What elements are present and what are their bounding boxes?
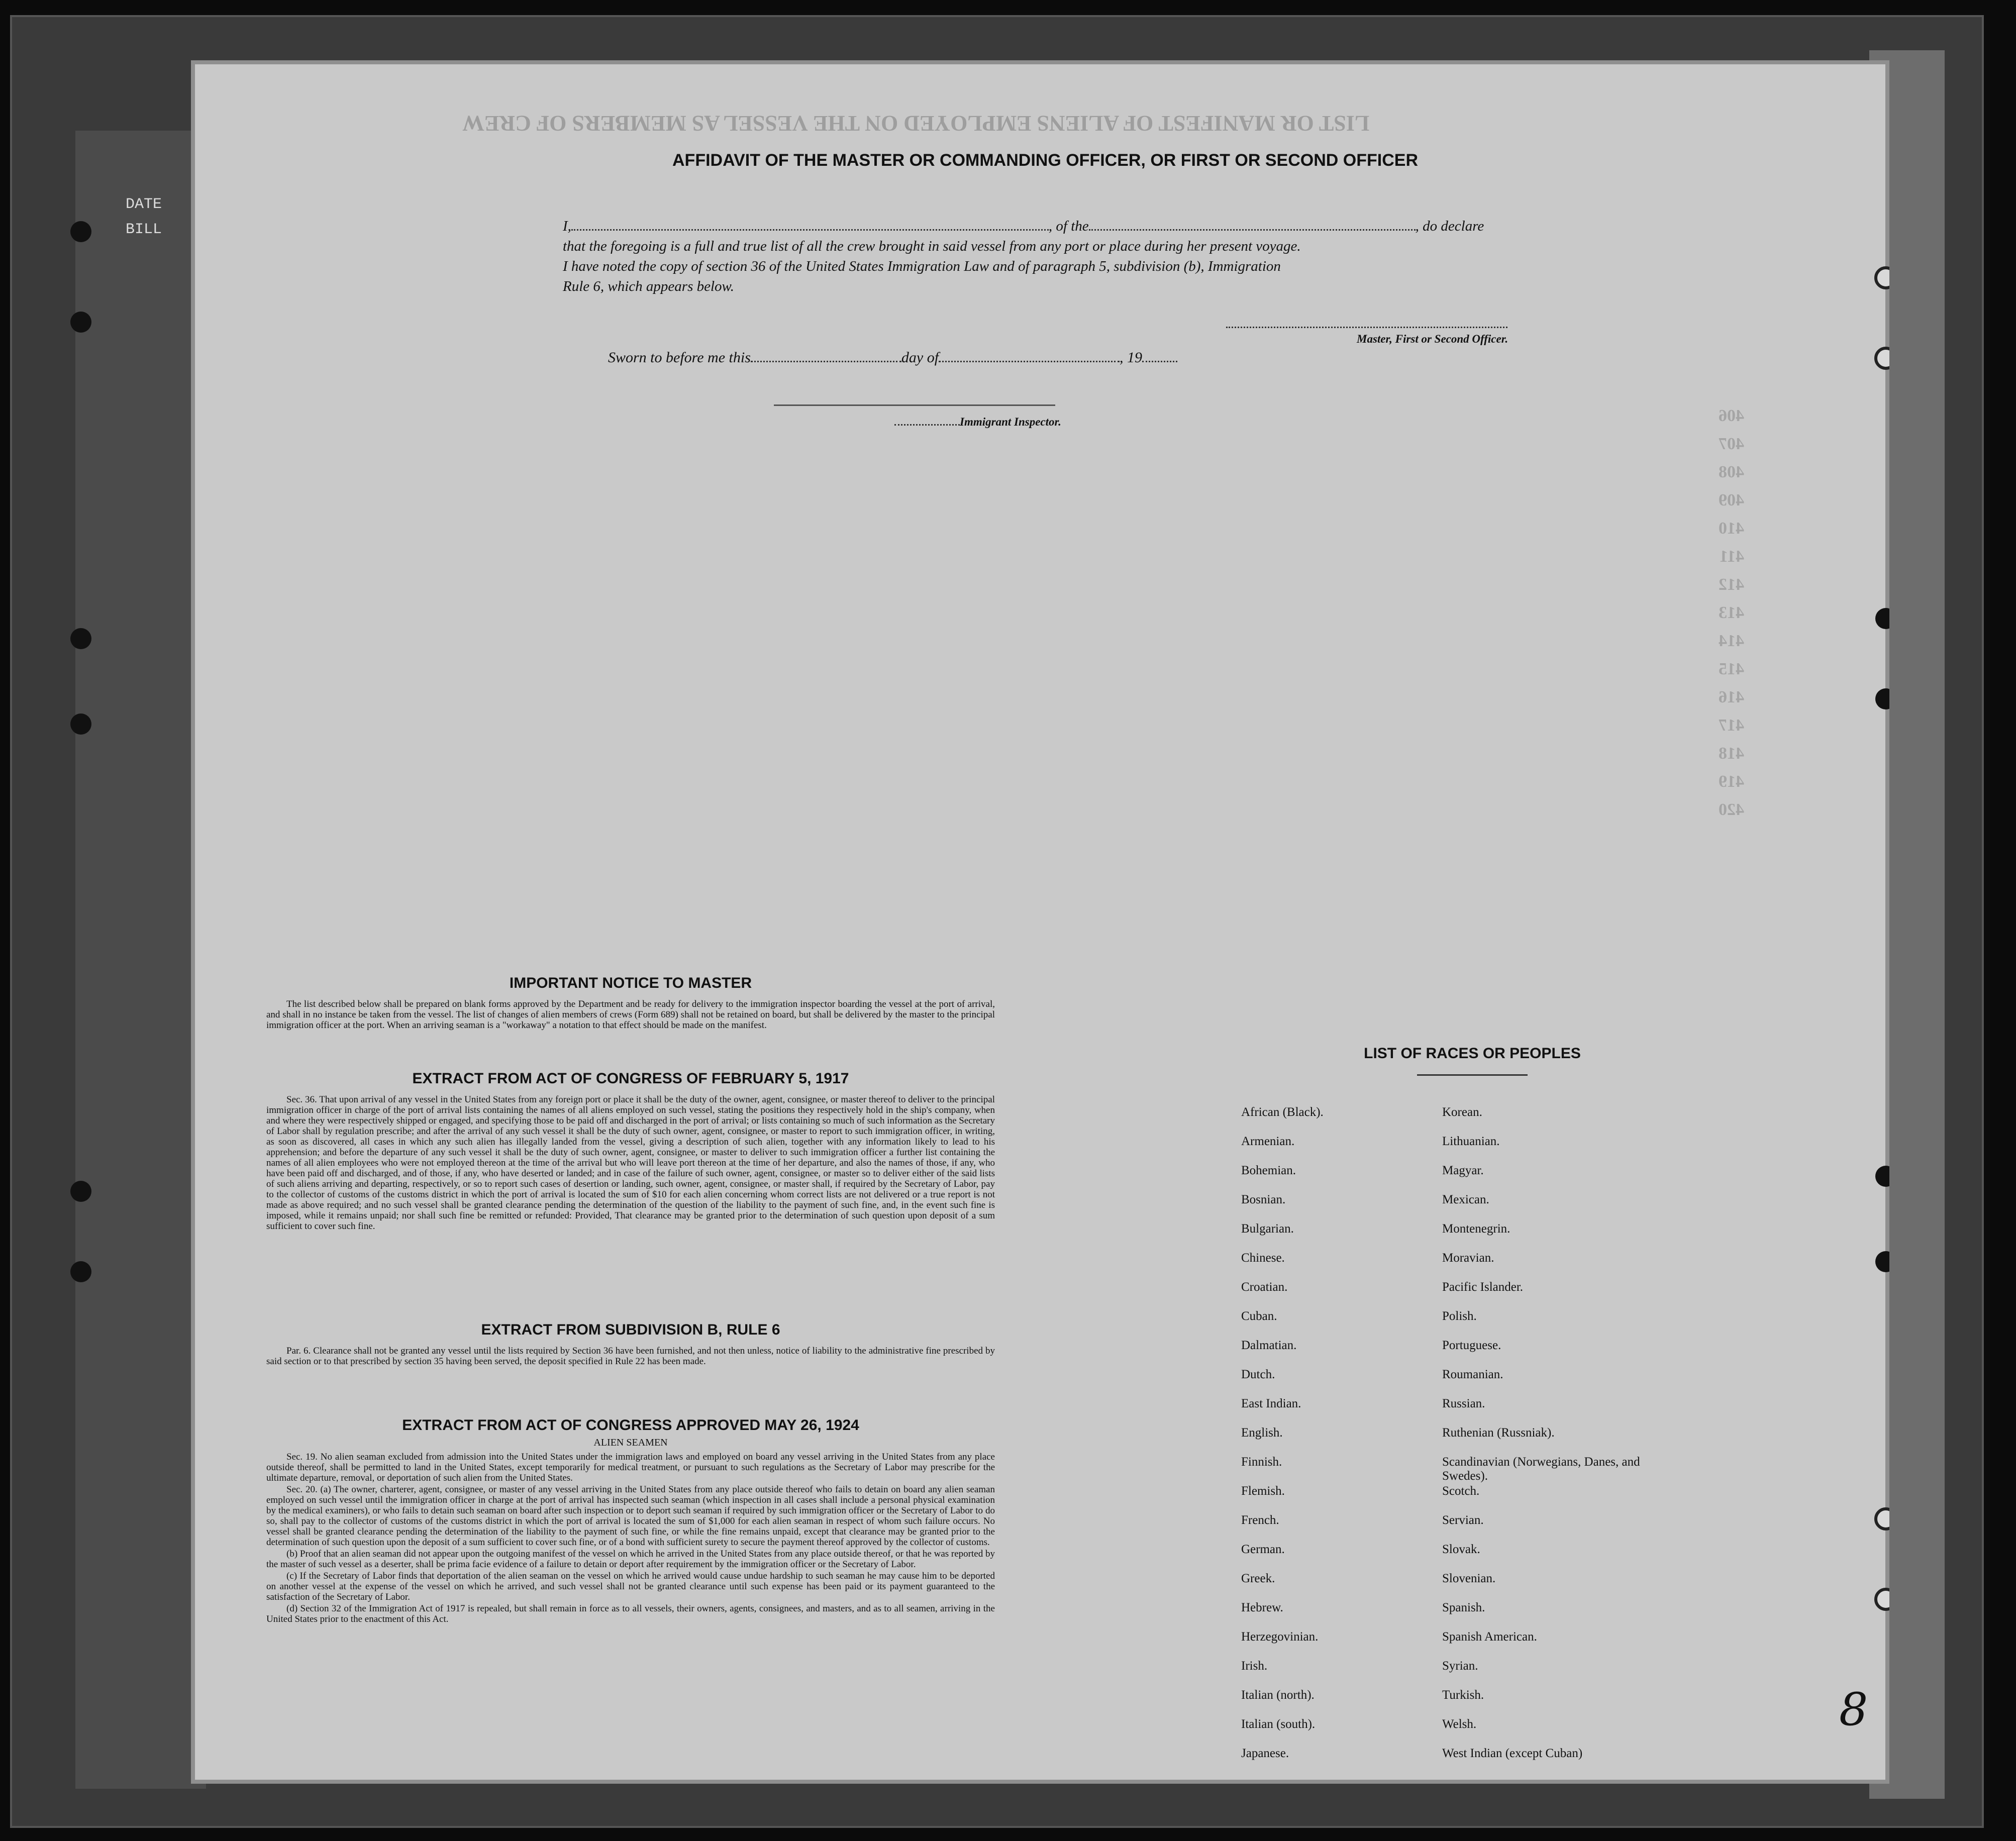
bleed-through-title: LIST OR MANIFEST OF ALIENS EMPLOYED ON THE VESSEL AS MEMBERS OF CREW bbox=[462, 111, 1370, 136]
affidavit-line1: I, , of the , do declare bbox=[563, 218, 1484, 234]
bleed-through-rows: 406 407 408 409 410 411 412 413 414 415 416 417 418 419 420 bbox=[1719, 406, 1744, 819]
rule-6-title: EXTRACT FROM SUBDIVISION B, RULE 6 bbox=[481, 1321, 780, 1338]
race-item: Slovak. bbox=[1442, 1543, 1480, 1556]
race-item: Ruthenian (Russniak). bbox=[1442, 1426, 1555, 1440]
race-item: Greek. bbox=[1241, 1572, 1275, 1585]
act-1917-title: EXTRACT FROM ACT OF CONGRESS OF FEBRUARY 5, 1917 bbox=[412, 1070, 849, 1087]
underlying-left-page bbox=[75, 131, 206, 1789]
race-item: English. bbox=[1241, 1426, 1283, 1440]
act-1924-text: Sec. 19. No alien seaman excluded from admission into the United States under the immigration laws and employed on board any vessel arriving in the United States from any place outside thereof, shall be permitted to land in the United States, except temporarily for medical treatment, or pursuant to such regulations as the Secretary of Labor may prescribe for the ultimate departure, removal, or deportation of such alien from the United States. Sec. 20. (a) The owner, charterer, agent, consignee, or master of any vessel arriving in the United States from any place outside thereof who fails to detain on board any alien seaman employed on such vessel until the immigration officer in charge at the port of arrival has inspected such seaman (which inspection in all cases shall include a personal physical examination by the medical examiners), or who fails to detain such seaman on board after such inspection or to deport such seaman if required by such immigration officer or the Secretary of Labor to do so, shall pay to the collector of customs of the customs district in which the port of arrival is located the sum of $1,000 for each alien seaman in respect of whom such failure occurs. No vessel shall be granted clearance pending the determination of the liability to the payment of such fine, or while the fine remains unpaid, except that clearance may be granted prior to the determination of such question upon the deposit of a sum sufficient to cover such fine, or of a bond with sufficient surety to secure the payment thereof approved by the collector of customs. (b) Proof that an alien seaman did not appear upon the outgoing manifest of the vessel on which he arrived in the United States from any place outside thereof, or that he was reported by the master of such vessel as a deserter, shall be prima facie evidence of a failure to detain or deport after requirement by the immigration officer or the Secretary of Labor. (c) If the Secretary of Labor finds that deportation of the alien seaman on the vessel on which he arrived would cause undue hardship to such seaman he may cause him to be deported on another vessel at the expense of the vessel on which he arrived, and such vessel shall not be granted clearance until such expense has been paid or its payment guaranteed to the satisfaction of the Secretary of Labor. (d) Section 32 of the Immigration Act of 1917 is repealed, but shall remain in force as to all vessels, their owners, agents, consignees, and masters, and as to all seamen, arriving in the United States prior to the enactment of this Act. bbox=[266, 1452, 995, 1624]
race-item: Roumanian. bbox=[1442, 1368, 1503, 1381]
inspector-caption: Immigrant Inspector. bbox=[894, 416, 1061, 429]
affidavit-body bbox=[563, 216, 1719, 296]
notice-section bbox=[266, 975, 995, 1032]
margin-bill: BILL bbox=[126, 221, 162, 238]
race-item: Hebrew. bbox=[1241, 1601, 1283, 1614]
act-1924-section bbox=[266, 1417, 995, 1625]
master-signature-caption: Master, First or Second Officer. bbox=[1357, 333, 1508, 345]
race-item: Magyar. bbox=[1442, 1164, 1484, 1177]
race-item: Flemish. bbox=[1241, 1484, 1285, 1498]
margin-date: DATE bbox=[126, 196, 162, 213]
race-item: Cuban. bbox=[1241, 1309, 1277, 1323]
race-item: Scotch. bbox=[1442, 1484, 1480, 1498]
race-item: Mexican. bbox=[1442, 1193, 1489, 1206]
race-item: Armenian. bbox=[1241, 1135, 1295, 1148]
race-item: German. bbox=[1241, 1543, 1285, 1556]
race-item: Polish. bbox=[1442, 1309, 1477, 1323]
race-item: Portuguese. bbox=[1442, 1339, 1501, 1352]
notice-title: IMPORTANT NOTICE TO MASTER bbox=[509, 975, 752, 991]
race-item: Dutch. bbox=[1241, 1368, 1275, 1381]
race-item: Russian. bbox=[1442, 1397, 1485, 1410]
race-item: Finnish. bbox=[1241, 1455, 1282, 1469]
race-item: Dalmatian. bbox=[1241, 1339, 1297, 1352]
races-title-rule bbox=[1417, 1074, 1528, 1076]
race-item: Welsh. bbox=[1442, 1717, 1477, 1731]
race-item: Moravian. bbox=[1442, 1251, 1494, 1265]
race-item: Herzegovinian. bbox=[1241, 1630, 1319, 1644]
affidavit-line3: I have noted the copy of section 36 of the United States Immigration Law and of paragraph 5, subdivision (b), Immigration bbox=[563, 258, 1281, 274]
race-item: Montenegrin. bbox=[1442, 1222, 1510, 1236]
race-item: Bohemian. bbox=[1241, 1164, 1296, 1177]
race-item: Syrian. bbox=[1442, 1659, 1478, 1673]
rule-6-section bbox=[266, 1321, 995, 1368]
race-item: Bosnian. bbox=[1241, 1193, 1286, 1206]
affidavit-line4: Rule 6, which appears below. bbox=[563, 278, 734, 294]
affidavit-line2: that the foregoing is a full and true list of all the crew brought in said vessel from any port or place during her present voyage. bbox=[563, 238, 1301, 254]
race-item: Japanese. bbox=[1241, 1747, 1289, 1760]
races-column-left bbox=[1241, 1105, 1324, 1776]
master-signature-line bbox=[1226, 327, 1507, 328]
race-item: Slovenian. bbox=[1442, 1572, 1496, 1585]
races-column-right bbox=[1442, 1105, 1653, 1776]
race-item: Italian (south). bbox=[1241, 1717, 1316, 1731]
races-list bbox=[1241, 1045, 1698, 1760]
race-item: French. bbox=[1241, 1513, 1279, 1527]
race-item: Turkish. bbox=[1442, 1688, 1484, 1702]
race-item: Irish. bbox=[1241, 1659, 1268, 1673]
page-number: 8 bbox=[1839, 1683, 1868, 1736]
act-1924-title: EXTRACT FROM ACT OF CONGRESS APPROVED MAY 26, 1924 bbox=[402, 1417, 859, 1434]
race-item: Servian. bbox=[1442, 1513, 1484, 1527]
race-item: Bulgarian. bbox=[1241, 1222, 1294, 1236]
act-1917-text: Sec. 36. That upon arrival of any vessel in the United States from any foreign port or place it shall be the duty of the owner, agent, consignee, or master thereof to deliver to the principal immigration officer in charge of the port of arrival lists containing the names of all aliens employed on such vessel, stating the positions they respectively hold in the ship's company, when and where they were respectively shipped or engaged, and specifying those to be paid off and discharged in the port of arrival; or lists containing so much of such information as the Secretary of Labor shall by regulation prescribe; and after the arrival of any such vessel it shall be the duty of such owner, agent, consignee, or master to report to such immigration officer, in writing, as soon as discovered, all cases in which any such alien has illegally landed from the vessel, giving a description of such alien, together with any information likely to lead to his apprehension; and before the departure of any such vessel it shall be the duty of such owner, agent, consignee, or master to deliver to such immigration officer a further list containing the names of all alien employees who were not employed thereon at the time of the arrival but who will leave port thereon at the time of her departure, and also the names of those, if any, who have been paid off and discharged, and of those, if any, who have deserted or landed; and in case of the failure of such owner, agent, consignee, or master so to deliver either of the said lists of such aliens arriving and departing, respectively, or so to report such cases of desertion or landing, such owner, agent, consignee, or master shall, if required by the Secretary of Labor, pay to the collector of customs of the customs district in which the port of arrival is located the sum of $10 for each alien concerning whom correct lists are not delivered or a true report is not made as above required; and no such vessel shall be granted clearance pending the determination of the question of the liability to the payment of such fine, and, in the event such fine is imposed, while it remains unpaid; nor shall such fine be remitted or refunded: Provided, That clearance may be granted prior to the determination of such question upon deposit of a sum sufficient to cover such fine. bbox=[266, 1094, 995, 1232]
race-item: Scandinavian (Norwegians, Danes, and Swedes). bbox=[1442, 1455, 1640, 1483]
race-item: Italian (north). bbox=[1241, 1688, 1315, 1702]
sworn-line: Sworn to before me this day of , 19 bbox=[608, 349, 1177, 366]
race-item: Croatian. bbox=[1241, 1280, 1288, 1294]
race-item: Spanish American. bbox=[1442, 1630, 1537, 1644]
race-item: West Indian (except Cuban) bbox=[1442, 1747, 1583, 1760]
inspector-signature-line bbox=[774, 404, 1055, 406]
race-item: Lithuanian. bbox=[1442, 1135, 1500, 1148]
race-item: Pacific Islander. bbox=[1442, 1280, 1524, 1294]
affidavit-title: AFFIDAVIT OF THE MASTER OR COMMANDING OFFICER, OR FIRST OR SECOND OFFICER bbox=[672, 151, 1418, 170]
act-1924-subtitle: ALIEN SEAMEN bbox=[593, 1437, 668, 1448]
notice-text: The list described below shall be prepared on blank forms approved by the Department and be ready for delivery to the immigration inspector boarding the vessel at the port of arrival, and shall in no instance be taken from the vessel. The list of changes of alien members of crews (Form 689) shall not be retained on board, but shall be delivered by the master to the principal immigration officer at the port. When an arriving seaman is a "workaway" a notation to that effect should be made on the manifest. bbox=[266, 999, 995, 1031]
races-title: LIST OF RACES OR PEOPLES bbox=[1364, 1045, 1581, 1062]
race-item: African (Black). bbox=[1241, 1105, 1324, 1119]
rule-6-text: Par. 6. Clearance shall not be granted any vessel until the lists required by Section 36 have been furnished, and not then unless, notice of liability to the administrative fine prescribed by said section or to that prescribed by section 35 having been served, the deposit specified in Rule 22 has been made. bbox=[266, 1346, 995, 1367]
race-item: Spanish. bbox=[1442, 1601, 1485, 1614]
race-item: East Indian. bbox=[1241, 1397, 1301, 1410]
manifest-back-page bbox=[191, 60, 1889, 1784]
act-1917-section bbox=[266, 1070, 995, 1233]
race-item: Chinese. bbox=[1241, 1251, 1285, 1265]
race-item: Korean. bbox=[1442, 1105, 1482, 1119]
